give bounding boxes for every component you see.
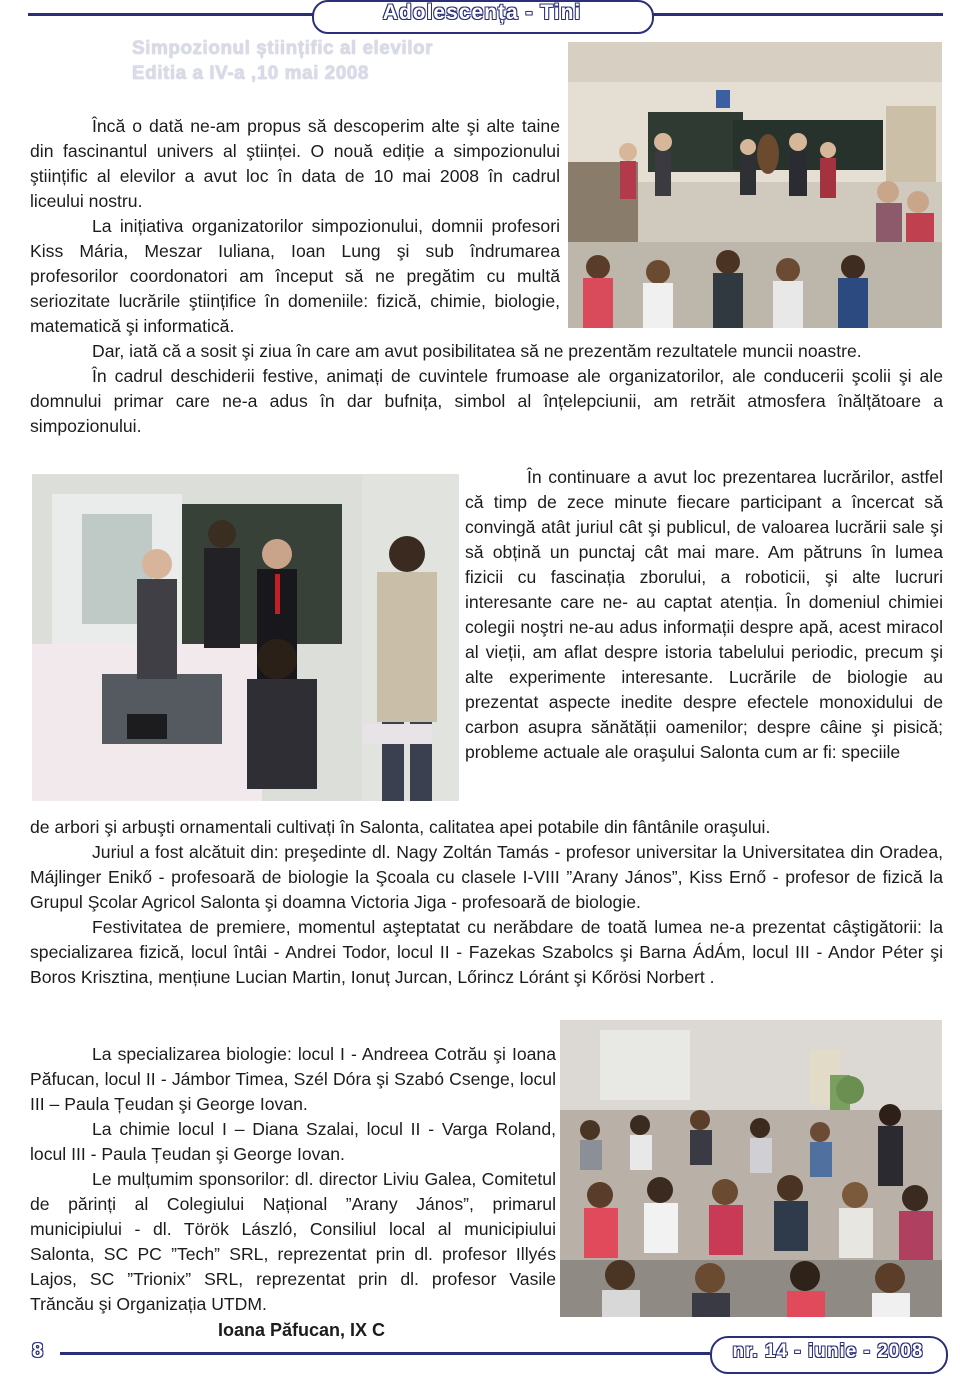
paragraph-presentations-continued: de arbori şi arbuşti ornamentali cultivați în Salonta, calitatea apei potabile din fântânile oraşului. — [30, 817, 771, 837]
paragraph-intro: Încă o dată ne-am propus să descoperim alte şi alte taine din fascinantul univers al ştiinței. O nouă ediție a simpozionului ştiințific al elevilor a avut loc în data de 10 mai 2008 în cadrul liceului nostru. — [30, 116, 560, 211]
article-presentations — [465, 465, 943, 765]
article-awards-sponsors — [30, 1042, 556, 1317]
event-edition: Editia a IV-a ,10 mai 2008 — [132, 63, 369, 84]
photo-students-presenting — [32, 474, 459, 801]
page-number: 8 — [32, 1340, 44, 1362]
paragraph-awards-biology: La specializarea biologie: locul I - Andreea Cotrău şi Ioana Păfucan, locul II - Jámbor Timea, Szél Dóra şi Szabó Csenge, locul III – Paula Țeudan şi George Iovan. — [30, 1044, 556, 1114]
issue-label: nr. 14 - iunie - 2008 — [732, 1341, 924, 1362]
footer-rule — [60, 1352, 710, 1355]
section-title: Adolescența - Tini — [382, 1, 582, 24]
paragraph-awards-physics: Festivitatea de premiere, momentul aşteptatat cu nerăbdare de toată lumea ne-a prezentat câştigătorii: la specializarea fizică, locul întâi - Andrei Todor, locul II - Fazekas Szabolcs şi Barna ÁdÁm, locul III - Andor Péter şi Boros Krisztina, mențiune Lucian Martin, Ionuț Jurcan, Lőrincz Lóránt şi Kőrösi Norbert . — [30, 917, 943, 987]
paragraph-awards-chemistry: La chimie locul I – Diana Szalai, locul II - Varga Roland, locul III - Paula Țeudan şi George Iovan. — [30, 1119, 556, 1164]
paragraph-the-day: Dar, iată că a sosit şi ziua în care am avut posibilitatea să ne prezentăm rezultatele muncii noastre. — [92, 341, 862, 361]
paragraph-jury: Juriul a fost alcătuit din: preşedinte dl. Nagy Zoltán Tamás - profesor universitar la Universitatea din Oradea, Májlinger Enikő - profesoară de biologie la Şcoala cu clasele I-VIII ”Arany János”, Kiss Ernő - profesor de fizică la Grupul Şcolar Agricol Salonta şi doamna Victoria Jiga - profesoară de biologie. — [30, 842, 943, 912]
article-author: Ioana Păfucan, IX C — [218, 1320, 386, 1340]
event-title: Simpozionul științific al elevilor — [132, 38, 433, 59]
photo-opening-ceremony — [568, 42, 942, 328]
article-jury-awards — [30, 815, 943, 990]
paragraph-sponsors: Le mulțumim sponsorilor: dl. director Liviu Galea, Comitetul de părinți al Colegiului Național ”Arany János”, primarul municipiului - dl. Török László, Consiliul local al municipiului Salonta, SC PC ”Tech” SRL, reprezentat prin dl. profesor Illyés Lajos, SC ”Trionix” SRL, reprezentat prin dl. profesor Vasile Trăncău şi Organizația UTDM. — [30, 1169, 556, 1314]
article-intro — [30, 114, 560, 339]
photo-audience — [560, 1020, 942, 1317]
paragraph-organizers: La inițiativa organizatorilor simpozionului, domnii profesori Kiss Mária, Meszar Iuliana, Ioan Lung şi sub îndrumarea profesorilor coordonatori am început să ne pregătim cu multă seriozitate lucrările ştiințifice în domeniile: fizică, chimie, biologie, matematică şi informatică. — [30, 216, 560, 336]
article-middle — [30, 339, 943, 439]
paragraph-presentations: În continuare a avut loc prezentarea lucrărilor, astfel că timp de zece minute fiecare participant a încercat să convingă atât juriul cât şi publicul, de valoarea lucrării sale şi să obțină un punctaj cât mai mare. Am pătruns în lumea fizicii cu fascinația zborului, a roboticii, şi alte lucruri interesante care ne- au captat atenția. În domeniul chimiei colegii noştri ne-au adus informații despre apă, acest miracol al vieții, am aflat despre istoria tabelului periodic, precum şi alte experimente interesante. Lucrările de biologie au prezentat aspecte inedite despre efectele monoxidului de carbon asupra sănătății oamenilor; despre câine şi pisică; probleme actuale ale oraşului Salonta cum ar fi: speciile — [465, 467, 943, 762]
paragraph-opening: În cadrul deschiderii festive, animați de cuvintele frumoase ale organizatorilor, ale conducerii şcolii şi ale domnului primar care ne-a adus în dar bufnița, simbol al înțelepciunii, am retrăit atmosfera înălțătoare a simpozionului. — [30, 366, 943, 436]
